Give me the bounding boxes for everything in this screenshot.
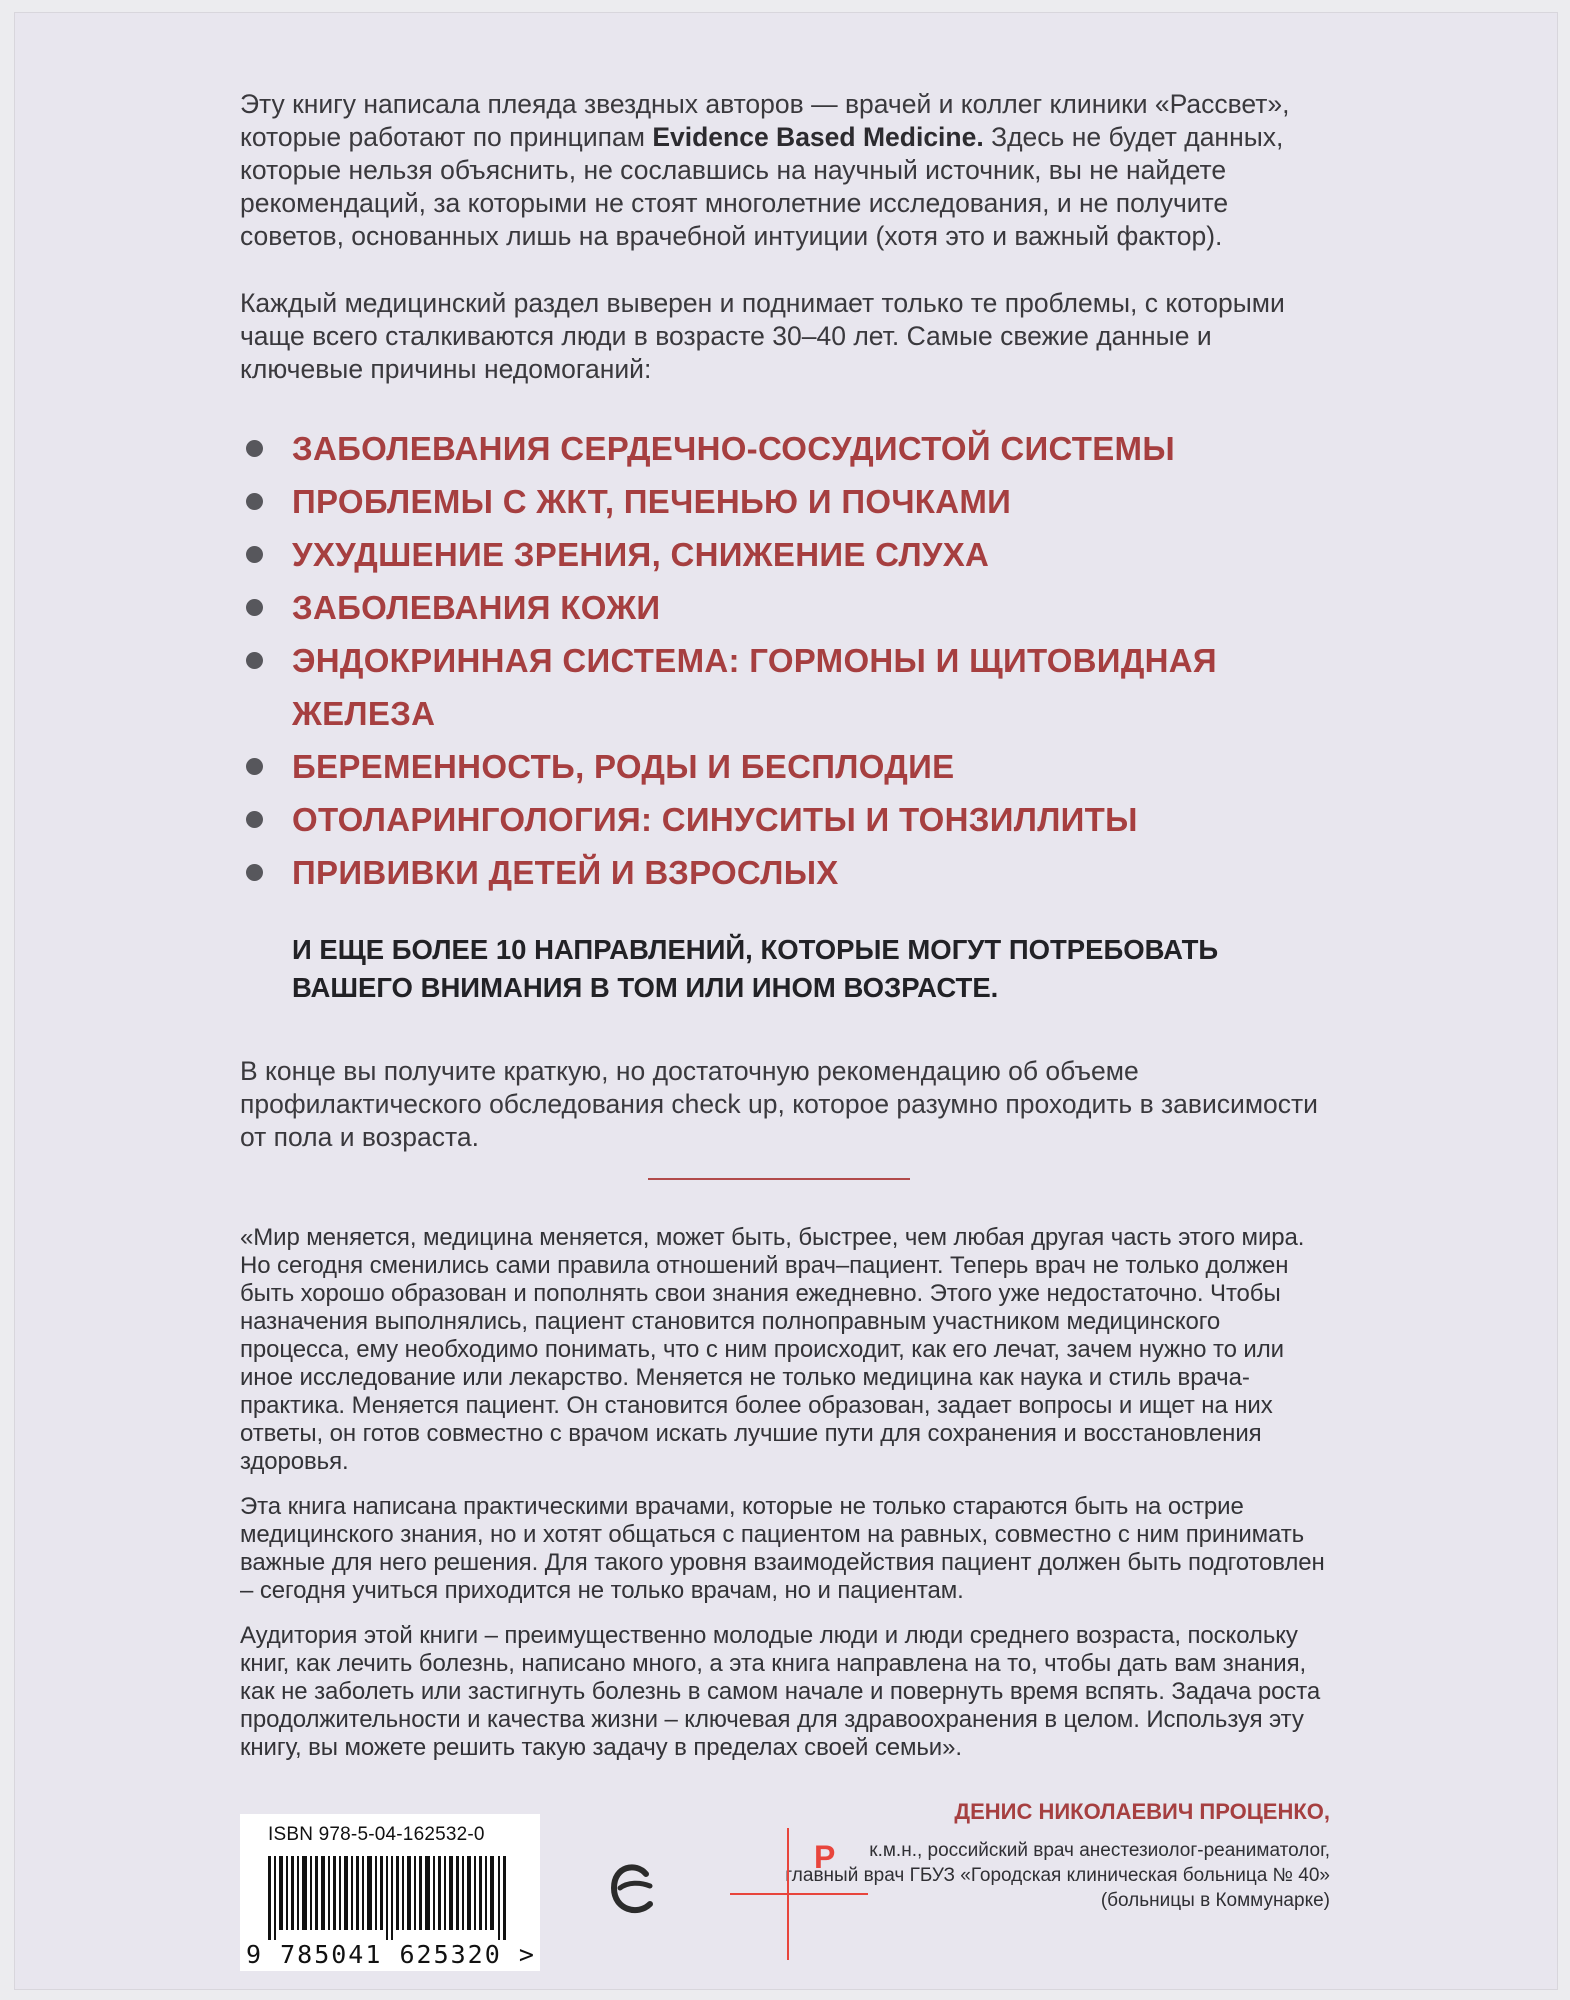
isbn-label: ISBN 978-5-04-162532-0: [268, 1824, 485, 1845]
bullet-icon: [246, 864, 263, 881]
barcode-digits: 9 785041 625320 >: [246, 1940, 536, 1969]
list-item: [240, 528, 1330, 581]
list-item: [240, 581, 1330, 634]
list-item: [240, 422, 1330, 475]
sections-paragraph: Каждый медицинский раздел выверен и поднимает только те проблемы, с которыми чаще всего сталкиваются люди в возрасте 30–40 лет. Самые свежие данные и ключевые причины недомоганий:: [240, 288, 1285, 384]
isbn-barcode-box: [240, 1814, 540, 1971]
foreword-quote: [240, 1224, 1330, 1762]
author-credential-3: (больницы в Коммунарке): [1100, 1890, 1330, 1911]
more-directions-heading: И ЕЩЕ БОЛЕЕ 10 НАПРАВЛЕНИЙ, КОТОРЫЕ МОГУТ ПОТРЕБОВАТЬ ВАШЕГО ВНИМАНИЯ В ТОМ ИЛИ ИНОМ ВОЗРАСТЕ.: [292, 934, 1219, 1003]
topic-label: ОТОЛАРИНГОЛОГИЯ: СИНУСИТЫ И ТОНЗИЛЛИТЫ: [292, 801, 1138, 838]
topic-label: БЕРЕМЕННОСТЬ, РОДЫ И БЕСПЛОДИЕ: [292, 748, 955, 785]
bullet-icon: [246, 811, 263, 828]
topics-list: [240, 422, 1330, 899]
bullet-icon: [246, 758, 263, 775]
intro-text-start: Эту книгу написала плеяда звездных авторов — врачей и коллег клиники «Рассвет», которые работают по принципам: [240, 89, 1290, 152]
intro-text-end: Здесь не будет данных, которые нельзя объяснить, не сославшись на научный источник, вы не найдете рекомендаций, за которыми не стоят многолетние исследования, и не получите советов, основанных лишь на врачебной интуиции (хотя это и важный фактор).: [240, 122, 1284, 251]
topic-label: ЭНДОКРИННАЯ СИСТЕМА: ГОРМОНЫ И ЩИТОВИДНАЯ ЖЕЛЕЗА: [292, 642, 1217, 732]
barcode-icon: [262, 1856, 522, 1940]
topic-label: ПРОБЛЕМЫ С ЖКТ, ПЕЧЕНЬЮ И ПОЧКАМИ: [292, 483, 1012, 520]
topic-label: ЗАБОЛЕВАНИЯ КОЖИ: [292, 589, 661, 626]
checkup-paragraph: В конце вы получите краткую, но достаточную рекомендацию об объеме профилактического обследования check up, которое разумно проходить в зависимости от пола и возраста.: [240, 1056, 1318, 1152]
publisher-logo-icon: [606, 1860, 658, 1920]
quote-paragraph-1: «Мир меняется, медицина меняется, может быть, быстрее, чем любая другая часть этого мира. Но сегодня сменились сами правила отношений врач–пациент. Теперь врач не только должен быть хорошо образован и пополнять свои знания ежедневно. Этого уже недостаточно. Чтобы назначения выполнялись, пациент становится полноправным участником медицинского процесса, ему необходимо понимать, что с ним происходит, как его лечат, зачем нужно то или иное исследование или лекарство. Меняется не только медицина как наука и стиль врача-практика. Меняется пациент. Он становится более образован, задает вопросы и ищет на них ответы, он готов совместно с врачом искать лучшие пути для сохранения и восстановления здоровья.: [240, 1224, 1305, 1475]
quote-paragraph-3: Аудитория этой книги – преимущественно молодые люди и люди среднего возраста, поскольку книг, как лечить болезнь, написано много, а эта книга направлена на то, чтобы дать вам знания, как не заболеть или застигнуть болезнь в самом начале и повернуть время вспять. Задача роста продолжительности и качества жизни – ключевая для здравоохранения в целом. Используя эту книгу, вы можете решить такую задачу в пределах своей семьи».: [240, 1622, 1321, 1761]
topic-label: ПРИВИВКИ ДЕТЕЙ И ВЗРОСЛЫХ: [292, 854, 839, 891]
medical-cross-logo-icon: [728, 1824, 888, 1964]
author-name: ДЕНИС НИКОЛАЕВИЧ ПРОЦЕНКО,: [954, 1799, 1330, 1824]
cross-letter: Р: [814, 1839, 836, 1875]
list-item: [240, 793, 1330, 846]
bullet-icon: [246, 493, 263, 510]
list-item: [240, 846, 1330, 899]
list-item: [240, 740, 1330, 793]
author-credential-1: к.м.н., российский врач анестезиолог-реаниматолог,: [869, 1840, 1330, 1861]
topic-label: УХУДШЕНИЕ ЗРЕНИЯ, СНИЖЕНИЕ СЛУХА: [292, 536, 990, 573]
bullet-icon: [246, 599, 263, 616]
intro-bold-text: Evidence Based Medicine.: [652, 122, 984, 152]
list-item: [240, 475, 1330, 528]
bullet-icon: [246, 652, 263, 669]
bullet-icon: [246, 546, 263, 563]
cover-content: [240, 88, 1330, 1913]
quote-paragraph-2: Эта книга написана практическими врачами, которые не только стараются быть на острие медицинского знания, но и хотят общаться с пациентом на равных, совместно с ним принимать важные для него решения. Для такого уровня взаимодействия пациент должен быть подготовлен – сегодня учиться приходится не только врачам, но и пациентам.: [240, 1493, 1325, 1604]
list-item: [240, 634, 1330, 740]
intro-paragraph: [240, 88, 1330, 253]
section-divider: [648, 1178, 910, 1180]
author-credential-2: главный врач ГБУЗ «Городская клиническая больница № 40»: [785, 1865, 1330, 1886]
bullet-icon: [246, 440, 263, 457]
topic-label: ЗАБОЛЕВАНИЯ СЕРДЕЧНО-СОСУДИСТОЙ СИСТЕМЫ: [292, 430, 1175, 467]
